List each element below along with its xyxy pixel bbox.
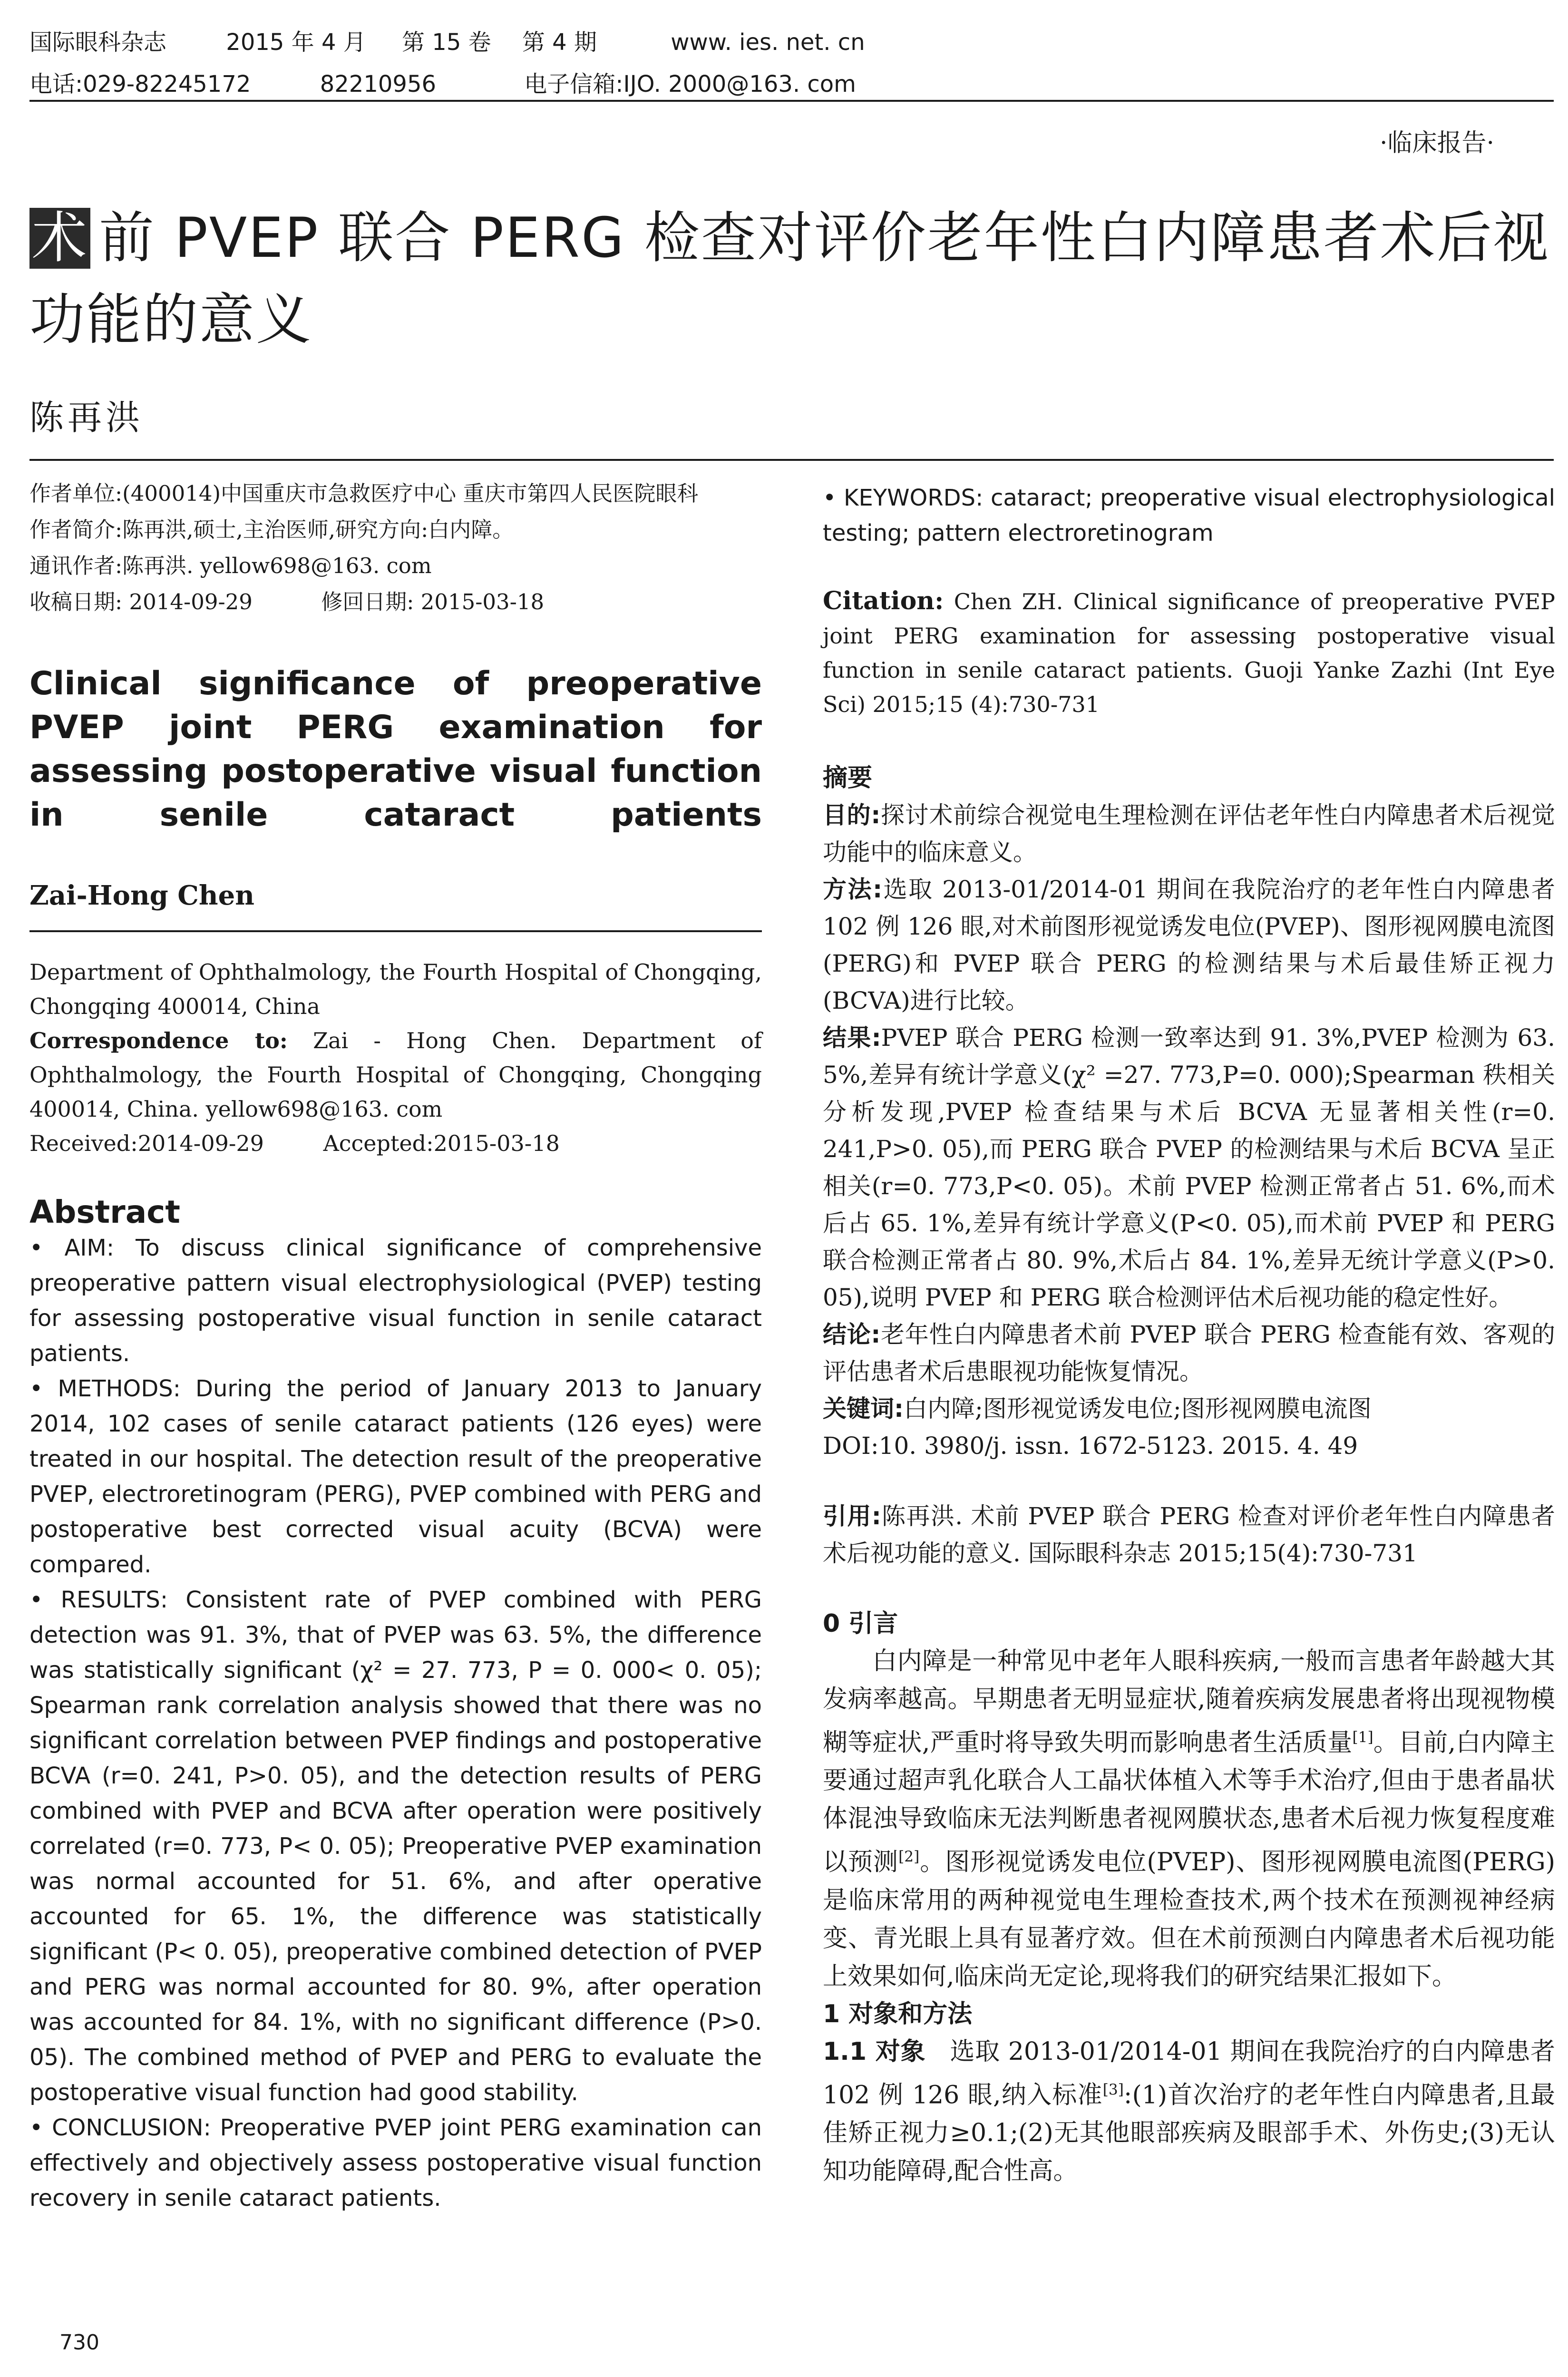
phone: 电话:029-82245172 bbox=[29, 71, 251, 97]
phone2: 82210956 bbox=[320, 71, 437, 97]
citation-cn bbox=[823, 1498, 1555, 1572]
abstract-cn-conclusion bbox=[823, 1316, 1555, 1390]
abstract-cn-methods bbox=[823, 871, 1555, 1019]
intro-heading: 0 引言 bbox=[823, 1609, 898, 1638]
intro-paragraph bbox=[823, 1642, 1555, 1996]
correspondence-text: Zai - Hong Chen. Department of Ophthalmology, the Fourth Hospital of Chongqing, Chongqing 400014, China. yellow698@163. com bbox=[29, 1028, 762, 1122]
title-dropcap: 术 bbox=[29, 208, 90, 269]
correspondence bbox=[29, 1023, 762, 1126]
intro-text-3: 。图形视觉诱发电位(PVEP)、图形视网膜电流图(PERG)是临床常用的两种视觉电生理检查技术,两个技术在预测视神经病变、青光眼上具有显著疗效。但在术前预测白内障患者术后视功能上效果如何,临床尚无定论,现将我们的研究结果汇报如下。 bbox=[823, 1848, 1555, 1991]
left-column bbox=[29, 476, 762, 2216]
section-tag: ·临床报告· bbox=[1379, 129, 1494, 157]
methods-heading: 1 对象和方法 bbox=[823, 1999, 973, 2028]
methods-label-cn: 方法: bbox=[823, 876, 883, 903]
english-title: Clinical significance of preoperative PVEP joint PERG examination for assessing postoperative visual function in senile cataract patients bbox=[29, 665, 762, 834]
keywords-en: • KEYWORDS: cataract; preoperative visual electrophysiological testing; pattern electroretinogram bbox=[823, 485, 1555, 546]
correspondence-label: Correspondence to: bbox=[29, 1028, 288, 1053]
zhaiyao-heading: 摘要 bbox=[823, 764, 873, 792]
title-rule bbox=[29, 459, 1554, 461]
author-cn: 陈再洪 bbox=[29, 398, 144, 438]
intro-text-2: 。目前,白内障主要通过超声乳化联合人工晶状体植入术等手术治疗,但由于患者晶状体混浊导致临床无法判断患者视网膜状态,患者术后视力恢复程度难以预测 bbox=[823, 1728, 1556, 1877]
keywords-cn bbox=[823, 1390, 1555, 1427]
affiliation-block bbox=[29, 476, 762, 620]
issue-date: 2015 年 4 月 bbox=[226, 29, 366, 56]
issue: 第 4 期 bbox=[522, 29, 597, 56]
english-author: Zai-Hong Chen bbox=[29, 880, 254, 911]
abstract-cn-aim bbox=[823, 797, 1555, 871]
methods-text-cn: 选取 2013-01/2014-01 期间在我院治疗的老年性白内障患者 102 例 126 眼,对术前图形视觉诱发电位(PVEP)、图形视网膜电流图(PERG)和 PVEP 联合 PERG 的检测结果与术后最佳矫正视力(BCVA)进行比较。 bbox=[823, 876, 1555, 1014]
abstract-conclusion: • CONCLUSION: Preoperative PVEP joint PERG examination can effectively and objectively assess postoperative visual function recovery in senile cataract patients. bbox=[29, 2114, 762, 2211]
abstract-heading: Abstract bbox=[29, 1194, 180, 1230]
author-bio: 作者简介:陈再洪,硕士,主治医师,研究方向:白内障。 bbox=[29, 517, 514, 542]
subjects-label: 1.1 对象 bbox=[823, 2037, 926, 2066]
department-block bbox=[29, 955, 762, 1160]
abstract-results: • RESULTS: Consistent rate of PVEP combined with PERG detection was 91. 3%, that of PVEP was 63. 5%, the difference was statistically significant (χ² = 27. 773, P = 0. 000< 0. 05); Spearman rank correlation analysis showed that there was no significant correlation between PVEP findings and postoperative BCVA (r=0. 241, P>0. 05), and the detection results of PERG combined with PVEP and BCVA after operation were positively correlated (r=0. 773, P< 0. 05); Preoperative PVEP examination was normal accounted for 51. 6%, and after operative accounted for 65. 1%, the difference was statistically significant (P< 0. 05), preoperative combined detection of PVEP and PERG was normal accounted for 80. 9%, after operation was accounted for 84. 1%, with no significant difference (P>0. 05). The combined method of PVEP and PERG to evaluate the postoperative visual function had good stability. bbox=[29, 1587, 762, 2106]
dates-cn bbox=[29, 584, 762, 620]
journal-name: 国际眼科杂志 bbox=[29, 29, 167, 56]
received-en: Received:2014-09-29 bbox=[29, 1130, 264, 1156]
subjects-text-2: :(1)首次治疗的老年性白内障患者,且最佳矫正视力≥0.1;(2)无其他眼部疾病及眼部手术、外伤史;(3)无认知功能障碍,配合性高。 bbox=[823, 2080, 1555, 2185]
page-number: 730 bbox=[59, 2330, 99, 2355]
doi[interactable]: DOI:10. 3980/j. issn. 1672-5123. 2015. 4. 49 bbox=[823, 1432, 1358, 1460]
header-rule bbox=[29, 100, 1554, 102]
keywords-text-cn: 白内障;图形视觉诱发电位;图形视网膜电流图 bbox=[904, 1395, 1372, 1422]
affiliation: 作者单位:(400014)中国重庆市急救医疗中心 重庆市第四人民医院眼科 bbox=[29, 481, 699, 506]
citation-label: Citation: bbox=[823, 586, 944, 615]
title-text: 前 PVEP 联合 PERG 检查对评价老年性白内障患者术后视功能的意义 bbox=[29, 206, 1550, 352]
journal-email[interactable]: 电子信箱:IJO. 2000@163. com bbox=[524, 71, 856, 97]
ref-3[interactable]: [3] bbox=[1102, 2081, 1124, 2098]
received-cn: 收稿日期: 2014-09-29 bbox=[29, 589, 253, 614]
journal-header-line2 bbox=[29, 66, 856, 98]
aim-label-cn: 目的: bbox=[823, 801, 881, 829]
volume: 第 15 卷 bbox=[402, 29, 491, 56]
accepted-en: Accepted:2015-03-18 bbox=[323, 1130, 560, 1156]
conclusion-text-cn: 老年性白内障患者术前 PVEP 联合 PERG 检查能有效、客观的评估患者术后患眼视功能恢复情况。 bbox=[823, 1321, 1555, 1385]
abstract-aim: • AIM: To discuss clinical significance of comprehensive preoperative pattern visual electrophysiological (PVEP) testing for assessing postoperative visual function in senile cataract patients. bbox=[29, 1235, 762, 1367]
aim-text-cn: 探讨术前综合视觉电生理检测在评估老年性白内障患者术后视觉功能中的临床意义。 bbox=[823, 801, 1556, 866]
right-column bbox=[823, 480, 1555, 2190]
subjects-text: 选取 2013-01/2014-01 期间在我院治疗的白内障患者 102 例 126 眼,纳入标准 bbox=[823, 2037, 1555, 2109]
results-text-cn: PVEP 联合 PERG 检测一致率达到 91. 3%,PVEP 检测为 63. 5%,差异有统计学意义(χ² =27. 773,P=0. 000);Spearman 秩相关分析发现,PVEP 检查结果与术后 BCVA 无显著相关性(r=0. 241,P>0. 05),而 PERG 联合 PVEP 的检测结果与术后 BCVA 呈正相关(r=0. 773,P<0. 05)。术前 PVEP 检测正常者占 51. 6%,而术后占 65. 1%,差异有统计学意义(P<0. 05),而术前 PVEP 和 PERG 联合检测正常者占 80. 9%,术后占 84. 1%,差异无统计学意义(P>0. 05),说明 PVEP 和 PERG 联合检测评估术后视功能的稳定性好。 bbox=[823, 1024, 1555, 1311]
journal-header-line1 bbox=[29, 24, 865, 57]
ref-2[interactable]: [2] bbox=[898, 1848, 920, 1866]
revised-cn: 修回日期: 2015-03-18 bbox=[321, 589, 545, 614]
results-label-cn: 结果: bbox=[823, 1024, 881, 1052]
department: Department of Ophthalmology, the Fourth Hospital of Chongqing, Chongqing 400014, China bbox=[29, 959, 762, 1019]
page-title bbox=[29, 197, 1551, 361]
dates-en bbox=[29, 1126, 762, 1160]
subjects-paragraph bbox=[823, 2033, 1555, 2190]
citation-en bbox=[823, 584, 1555, 721]
intro-text-1: 白内障是一种常见中老年人眼科疾病,一般而言患者年龄越大其发病率越高。早期患者无明显症状,随着疾病发展患者将出现视物模糊等症状,严重时将导致失明而影响患者生活质量 bbox=[823, 1647, 1555, 1757]
corresponding-author: 通讯作者:陈再洪. yellow698@163. com bbox=[29, 553, 432, 578]
citation-label-cn: 引用: bbox=[823, 1502, 881, 1530]
abstract-methods: • METHODS: During the period of January 2013 to January 2014, 102 cases of senile cataract patients (126 eyes) were treated in our hospital. The detection result of the preoperative PVEP, electroretinogram (PERG), PVEP combined with PERG and postoperative best corrected visual acuity (BCVA) were compared. bbox=[29, 1375, 762, 1578]
ref-1[interactable]: [1] bbox=[1352, 1729, 1373, 1746]
citation-text-cn: 陈再洪. 术前 PVEP 联合 PERG 检查对评价老年性白内障患者术后视功能的意义. 国际眼科杂志 2015;15(4):730-731 bbox=[823, 1502, 1556, 1567]
conclusion-label-cn: 结论: bbox=[823, 1321, 881, 1348]
keywords-label-cn: 关键词: bbox=[823, 1395, 904, 1422]
author-rule bbox=[29, 930, 762, 932]
abstract-cn-results bbox=[823, 1019, 1555, 1316]
citation-text: Chen ZH. Clinical significance of preoperative PVEP joint PERG examination for assessing postoperative visual function in senile cataract patients. Guoji Yanke Zazhi (Int Eye Sci) 2015;15 (4):730-731 bbox=[823, 589, 1555, 717]
journal-website[interactable]: www. ies. net. cn bbox=[671, 29, 865, 56]
